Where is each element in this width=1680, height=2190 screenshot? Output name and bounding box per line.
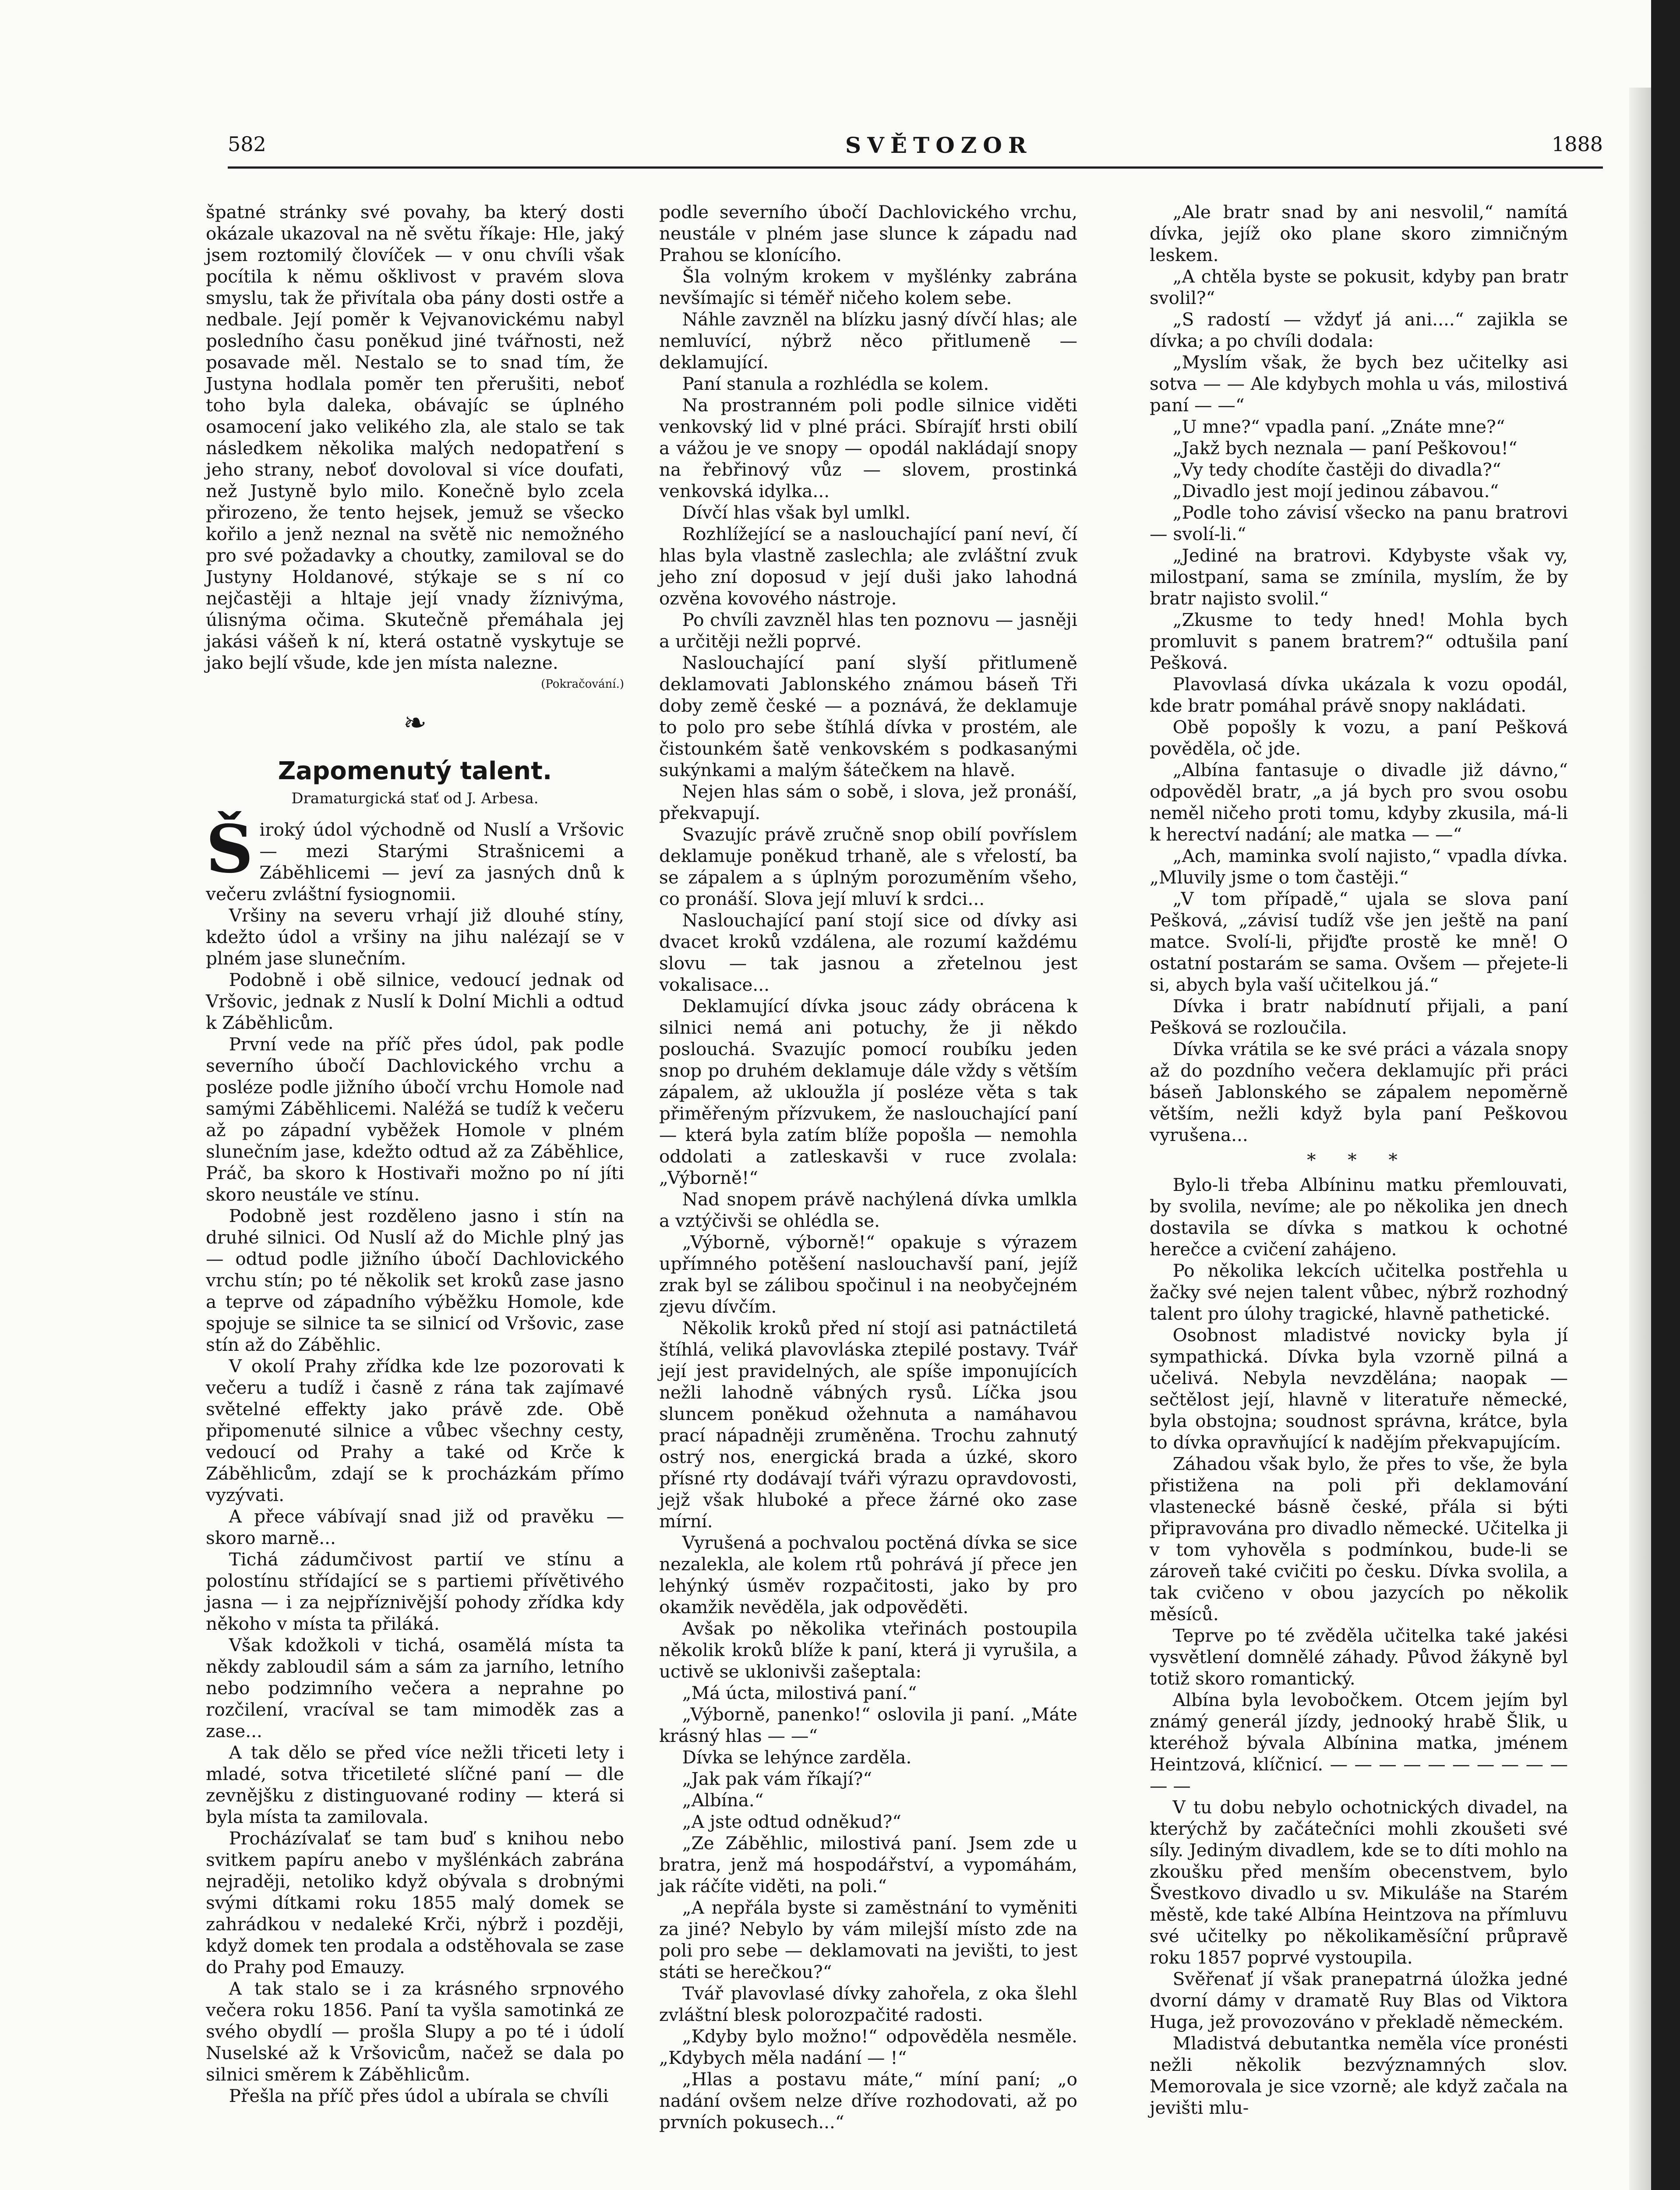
- paragraph: „A jste odtud odněkud?“: [682, 1811, 901, 1832]
- paragraph: „Vy tedy chodíte častěji do divadla?“: [1172, 459, 1501, 480]
- paragraph: Svazujíc právě zručně snop obilí povříslem deklamuje poněkud trhaně, ale s vřelostí, ba se zápalem a s úplným porozuměním všeho, co pronáší. Slova její mluví k srdci...: [659, 824, 1077, 909]
- paragraph: Vršiny na severu vrhají již dlouhé stíny, kdežto údol a vršiny na jihu nalézají se v plném jase slunečním.: [206, 905, 624, 969]
- paragraph: „Zkusme to tedy hned! Mohla bych promluvit s panem bratrem?“ odtušila paní Pešková.: [1150, 609, 1568, 673]
- column-1: [206, 201, 624, 2107]
- paragraph: „Podle toho závisí všecko na panu bratrovi — svolí-li.“: [1150, 502, 1568, 544]
- header-rule: [228, 166, 1603, 169]
- paragraph: Podobně jest rozděleno jasno i stín na druhé silnici. Od Nuslí až do Michle plný jas — odtud podle jižního úbočí Dachlovického vrchu stín; po té několik set kroků zase jasno a teprve od západního výběžku Homole, kde spojuje se silnice ta se silnicí od Vršovic, zase stín až do Záběhlic.: [206, 1205, 624, 1355]
- paragraph: Dívka vrátila se ke své práci a vázala snopy až do pozdního večera deklamujíc při práci báseň Jablonského se zápalem nepoměrně větším, nežli když byla paní Peškovou vyrušena...: [1150, 1038, 1568, 1145]
- paragraph: „Jak pak vám říkají?“: [682, 1768, 872, 1789]
- paragraph: Osobnost mladistvé novicky byla jí sympathická. Dívka byla vzorně pilná a učelivá. Nebyla nevzdělána; naopak — sečtělost její, hlavně v literatuře německé, byla obstojna; soudnost správna, krátce, byla to dívka opravňující k nadějím překvapujícím.: [1150, 1325, 1568, 1453]
- ornament-icon: ❧: [403, 707, 427, 739]
- paragraph: „U mne?“ vpadla paní. „Znáte mne?“: [1172, 416, 1505, 437]
- paragraph: Po několika lekcích učitelka postřehla u žačky své nejen talent vůbec, nýbrž rozhodný talent pro úlohy tragické, hlavně pathetické.: [1150, 1260, 1568, 1324]
- paragraph: Několik kroků před ní stojí asi patnáctiletá štíhlá, veliká plavovláska ztepilé postavy. Tvář její jest pravidelných, ale spíše imponujících nežli lahodně vábných rysů. Líčka jsou sluncem poněkud ožehnuta a namáhavou prací nápadněji zruměněna. Trochu zahnutý ostrý nos, energická brada a úzké, skoro přísné rty dodávají tváři výrazu opravdovosti, jejž však hluboké a přece žárné oko zase mírní.: [659, 1318, 1077, 1532]
- paragraph: A tak dělo se před více nežli třiceti lety i mladé, sotva třicetileté slíčné paní — dle zevnějšku z distinguované rodiny — která si byla místa ta zamilovala.: [206, 1742, 624, 1827]
- paragraph: Obě popošly k vozu, a paní Pešková pověděla, oč jde.: [1150, 717, 1568, 759]
- paragraph: Bylo-li třeba Albíninu matku přemlouvati, by svolila, nevíme; ale po několika jen dnech dostavila se dívka s matkou k ochotné herečce a cvičení zahájeno.: [1150, 1174, 1568, 1260]
- paragraph: Náhle zavzněl na blízku jasný dívčí hlas; ale nemluvící, nýbrž něco přitlumeně — deklamující.: [659, 309, 1077, 373]
- paragraph: „S radostí — vždyť já ani....“ zajikla se dívka; a po chvíli dodala:: [1150, 309, 1568, 351]
- paragraph: První vede na příč přes údol, pak podle severního úbočí Dachlovického vrchu a posléze podle jižního úbočí vrchu Homole nad samými Záběhlicemi. Naléžá se tudíž k večeru až po západní vyběžek Homole v plném slunečním jase, kdežto odtud až za Záběhlice, Práč, ba skoro k Hostivaři možno po ní jíti skoro neustále ve stínu.: [206, 1034, 624, 1205]
- paragraph: Vyrušená a pochvalou poctěná dívka se sice nezalekla, ale kolem rtů pohrává jí přece jen lehýnký úsměv rozpačitosti, jako by pro okamžik nevěděla, jak odpověděti.: [659, 1532, 1077, 1618]
- paragraph: „Kdyby bylo možno!“ odpověděla nesměle. „Kdybych měla nadání — !“: [659, 2026, 1077, 2068]
- paragraph: Paní stanula a rozhlédla se kolem.: [682, 373, 989, 394]
- paragraph: „Výborně, panenko!“ oslovila ji paní. „Máte krásný hlas — —“: [659, 1704, 1077, 1746]
- column-3: [1150, 201, 1568, 2119]
- page-header: [228, 132, 1603, 167]
- paragraph: A přece vábívají snad již od pravěku — skoro marně...: [206, 1506, 624, 1548]
- paragraph: Avšak po několika vteřinách postoupila několik kroků blíže k paní, která ji vyrušila, a uctivě se uklonivši zašeptala:: [659, 1618, 1077, 1682]
- paragraph: Dívčí hlas však byl umlkl.: [682, 502, 911, 523]
- article-subtitle: Dramaturgická stať od J. Arbesa.: [291, 790, 539, 807]
- paragraph: „V tom případě,“ ujala se slova paní Pešková, „závisí tudíž vše jen ještě na paní matce. Svolí-li, přijďte prostě ke mně! O ostatní postarám se sama. Ovšem — přejete-li si, abych byla vaší učitelkou já.“: [1150, 888, 1568, 995]
- paragraph: Teprve po té zvěděla učitelka také jakési vysvětlení domnělé záhady. Původ žákyně byl totiž skoro romantický.: [1150, 1625, 1568, 1689]
- paragraph: „A nepřála byste si zaměstnání to vyměniti za jiné? Nebylo by vám milejší místo zde na poli pro sebe — deklamovati na jevišti, to jest státi se herečkou?“: [659, 1897, 1077, 1982]
- page-curl-shadow: [1629, 88, 1651, 2190]
- paragraph: Podobně i obě silnice, vedoucí jednak od Vršovic, jednak z Nuslí k Dolní Michli a odtud k Záběhlicům.: [206, 969, 624, 1033]
- paragraph: Tichá zádumčivost partií ve stínu a polostínu střídající se s partiemi přívětivého jasna — i za nejpříznivější pohody zřídka kdy někoho v místa ta přiláká.: [206, 1549, 624, 1634]
- paragraph: „Ale bratr snad by ani nesvolil,“ namítá dívka, jejíž oko plane skoro zimničným leskem.: [1150, 201, 1568, 265]
- paragraph: „Myslím však, že bych bez učitelky asi sotva — — Ale kdybych mohla u vás, milostivá paní — —“: [1150, 352, 1568, 416]
- paragraph: Naslouchající paní stojí sice od dívky asi dvacet kroků vzdálena, ale rozumí každému slovu — tak jasnou a zřetelnou jest vokalisace...: [659, 910, 1077, 995]
- journal-title: SVĚTOZOR: [845, 132, 1033, 158]
- page-number: 582: [228, 132, 266, 156]
- section-separator: * * *: [1307, 1149, 1411, 1170]
- paragraph: „Albína.“: [682, 1790, 764, 1811]
- paragraph: „Ze Záběhlic, milostivá paní. Jsem zde u bratra, jenž má hospodářství, a vypomáhám, jak ráčíte viděti, na poli.“: [659, 1833, 1077, 1897]
- column-2: [659, 201, 1077, 2133]
- paragraph: „A chtěla byste se pokusit, kdyby pan bratr svolil?“: [1150, 266, 1568, 308]
- paragraph: „Hlas a postavu máte,“ míní paní; „o nadání ovšem nelze dříve rozhodovati, až po prvních pokusech...“: [659, 2069, 1077, 2133]
- paragraph: Na prostranném poli podle silnice viděti venkovský lid v plné práci. Sbírajíť hrsti obilí a vážou je ve snopy — opodál nakládají snopy na řebřinový vůz — slovem, prostinká venkovská idylka...: [659, 395, 1077, 502]
- paragraph: A tak stalo se i za krásného srpnového večera roku 1856. Paní ta vyšla samotinká ze svého obydlí — prošla Slupy a po té i údolí Nuselské až k Vršovicům, načež se dala po silnici směrem k Záběhlicům.: [206, 1978, 624, 2085]
- paragraph: Šla volným krokem v myšlénky zabrána nevšímajíc si téměř ničeho kolem sebe.: [659, 266, 1077, 308]
- paragraph: V tu dobu nebylo ochotnických divadel, na kterýchž by začátečníci mohli zkoušeti své síly. Jediným divadlem, kde se to díti mohlo na zkoušku před menším obecenstvem, bylo Švestkovo divadlo u sv. Mikuláše na Starém městě, kde také Albína Heintzova na přímluvu své učitelky po několikaměsíční průpravě roku 1857 poprvé vystoupila.: [1150, 1797, 1568, 1968]
- paragraph: Naslouchající paní slyší přitlumeně deklamovati Jablonského známou báseň Tři doby země české — a poznává, že deklamuje to polo pro sebe štíhlá dívka v prostém, ale čistounkém šatě venkovském s podkasanými sukýnkami a malým šátečkem na hlavě.: [659, 652, 1077, 781]
- paragraph: „Výborně, výborně!“ opakuje s výrazem upřímného potěšení naslouchavší paní, jejíž zrak byl se zálibou spočinul i na neobyčejném zjevu dívčím.: [659, 1232, 1077, 1317]
- paragraph: Však kdožkoli v tichá, osamělá místa ta někdy zabloudil sám a sám za jarního, letního nebo podzimního večera a neprahne po rozčilení, vracíval se tam mimoděk zas a zase...: [206, 1635, 624, 1741]
- paragraph: Procházívalať se tam buď s knihou nebo svitkem papíru anebo v myšlénkách zabrána nejraději, netoliko když obývala s drobnými svými dítkami roku 1855 malý domek se zahrádkou v nedaleké Krči, nýbrž i později, když domek ten prodala a odstěhovala se zase do Prahy pod Emauzy.: [206, 1828, 624, 1978]
- paragraph: V okolí Prahy zřídka kde lze pozorovati k večeru a tudíž i časně z rána tak zajímavé světelné effekty jako právě zde. Obě připomenuté silnice a vůbec všechny cesty, vedoucí od Prahy a také od Krče k Záběhlicům, zdají se k procházkám přímo vyzývati.: [206, 1356, 624, 1505]
- paragraph-lead-text: iroký údol východně od Nuslí a Vršovic — mezi Starými Strašnicemi a Záběhlicemi — jeví za jasných dnů k večeru zvláštní fysiognomii.: [206, 819, 624, 904]
- paragraph: špatné stránky své povahy, ba který dosti okázale ukazoval na ně světu říkaje: Hle, jaký jsem roztomilý človíček — v onu chvíli však pocítila k němu ošklivost v pravém slova smyslu, tak že přivítala oba pány dosti ostře a nedbale. Její poměr k Vejvanovickému nabyl posledního času poněkud jiné tvářnosti, než posavade měl. Nestalo se to snad tím, že Justyna hodlala poměr ten přerušiti, neboť toho byla daleka, obávajíc se úplného osamocení jako velikého zla, ale stalo se tak následkem několika malých nedopatření s jeho strany, neboť dovoloval si více doufati, než Justyně bylo milo. Konečně bylo zcela přirozeno, že tento hejsek, jemuž se všecko kořilo a jenž neznal na světě nic nemožného pro své požadavky a choutky, zamiloval se do Justyny Holdanové, stýkaje se s ní co nejčastěji a hltaje její vnady žíznivýma, úlisnýma očima. Skutečně přemáhala jej jakási vášeň k ní, která ostatně vyskytuje se jako bejlí všude, kde jen místa nalezne.: [206, 201, 624, 673]
- paragraph: Dívka se lehýnce zarděla.: [682, 1747, 912, 1768]
- paragraph: Deklamující dívka jsouc zády obrácena k silnici nemá ani potuchy, že ji někdo poslouchá. Svazujíc pomocí roubíku jeden snop po druhém deklamuje dále vždy s větším zápalem, až ukloužla jí posléze věta s tak přiměřeným přízvukem, že naslouchající paní — která byla zatím blíže popošla — nemohla oddolati a zatleskavši v ruce zvolala: „Výborně!“: [659, 996, 1077, 1188]
- paragraph: „Jakž bych neznala — paní Peškovou!“: [1172, 438, 1518, 459]
- paragraph: Přešla na příč přes údol a ubírala se chvíli: [229, 2085, 609, 2106]
- paragraph: „Má úcta, milostivá paní.“: [682, 1682, 917, 1703]
- paragraph: Mladistvá debutantka neměla více pronésti nežli několik bezvýznamných slov. Memorovala je sice vzorně; ale když začala na jevišti mlu-: [1150, 2033, 1568, 2118]
- page-year: 1888: [1551, 132, 1603, 156]
- paragraph: podle severního úbočí Dachlovického vrchu, neustále v plném jase slunce k západu nad Prahou se klonícího.: [659, 201, 1077, 265]
- paragraph: Nejen hlas sám o sobě, i slova, jež pronáší, překvapují.: [659, 781, 1077, 823]
- paragraph: Svěřenať jí však pranepatrná úložka jedné dvorní dámy v dramatě Ruy Blas od Viktora Huga, jež provozováno v překladě německém.: [1150, 1968, 1568, 2032]
- paragraph: „Jediné na bratrovi. Kdybyste však vy, milostpaní, sama se zmínila, myslím, že by bratr najisto svolil.“: [1150, 545, 1568, 609]
- paragraph: Nad snopem právě nachýlená dívka umlkla a vztýčivši se ohlédla se.: [659, 1189, 1077, 1231]
- paragraph-lead: [206, 811, 624, 905]
- article-title: Zapomenutý talent.: [278, 757, 552, 785]
- paragraph: Plavovlasá dívka ukázala k vozu opodál, kde bratr pomáhal právě snopy nakládati.: [1150, 674, 1568, 716]
- scan-edge: [1651, 0, 1680, 2190]
- continuation-note: (Pokračování.): [541, 678, 624, 691]
- paragraph: „Ach, maminka svolí najisto,“ vpadla dívka. „Mluvily jsme o tom častěji.“: [1150, 845, 1568, 888]
- paragraph: „Albína fantasuje o divadle již dávno,“ odpověděl bratr, „a já bych pro svou osobu neměl ničeho proti tomu, kdyby zkusila, má-li k herectví nadání; ale matka — —“: [1150, 759, 1568, 845]
- paragraph: Albína byla levobočkem. Otcem jejím byl známý generál jízdy, jednooký hrabě Šlik, u kteréhož bývala Albínina matka, jménem Heintzová, klíčnicí. — — — — — — — — — — — —: [1150, 1689, 1568, 1796]
- paragraph: Po chvíli zavzněl hlas ten poznovu — jasněji a určitěji nežli poprvé.: [659, 609, 1077, 652]
- paragraph: Záhadou však bylo, že přes to vše, že byla přistižena na poli při deklamování vlastenecké básně české, přála si býti připravována pro divadlo německé. Učitelka ji v tom vyhověla s podmínkou, bude-li se zároveň také cvičiti po česku. Dívka svolila, a tak cvičeno v obou jazycích po několik měsíců.: [1150, 1453, 1568, 1625]
- paragraph: Dívka i bratr nabídnutí přijali, a paní Pešková se rozloučila.: [1150, 996, 1568, 1038]
- drop-cap: Š: [206, 811, 254, 888]
- paragraph: „Divadlo jest mojí jedinou zábavou.“: [1172, 480, 1499, 502]
- paragraph: Tvář plavovlasé dívky zahořela, z oka šlehl zvláštní blesk polorozpačité radosti.: [659, 1983, 1077, 2025]
- paragraph: Rozhlížející se a naslouchající paní neví, čí hlas byla vlastně zaslechla; ale zvláštní zvuk jeho zní doposud v její duši jako lahodná ozvěna kovového nástroje.: [659, 523, 1077, 609]
